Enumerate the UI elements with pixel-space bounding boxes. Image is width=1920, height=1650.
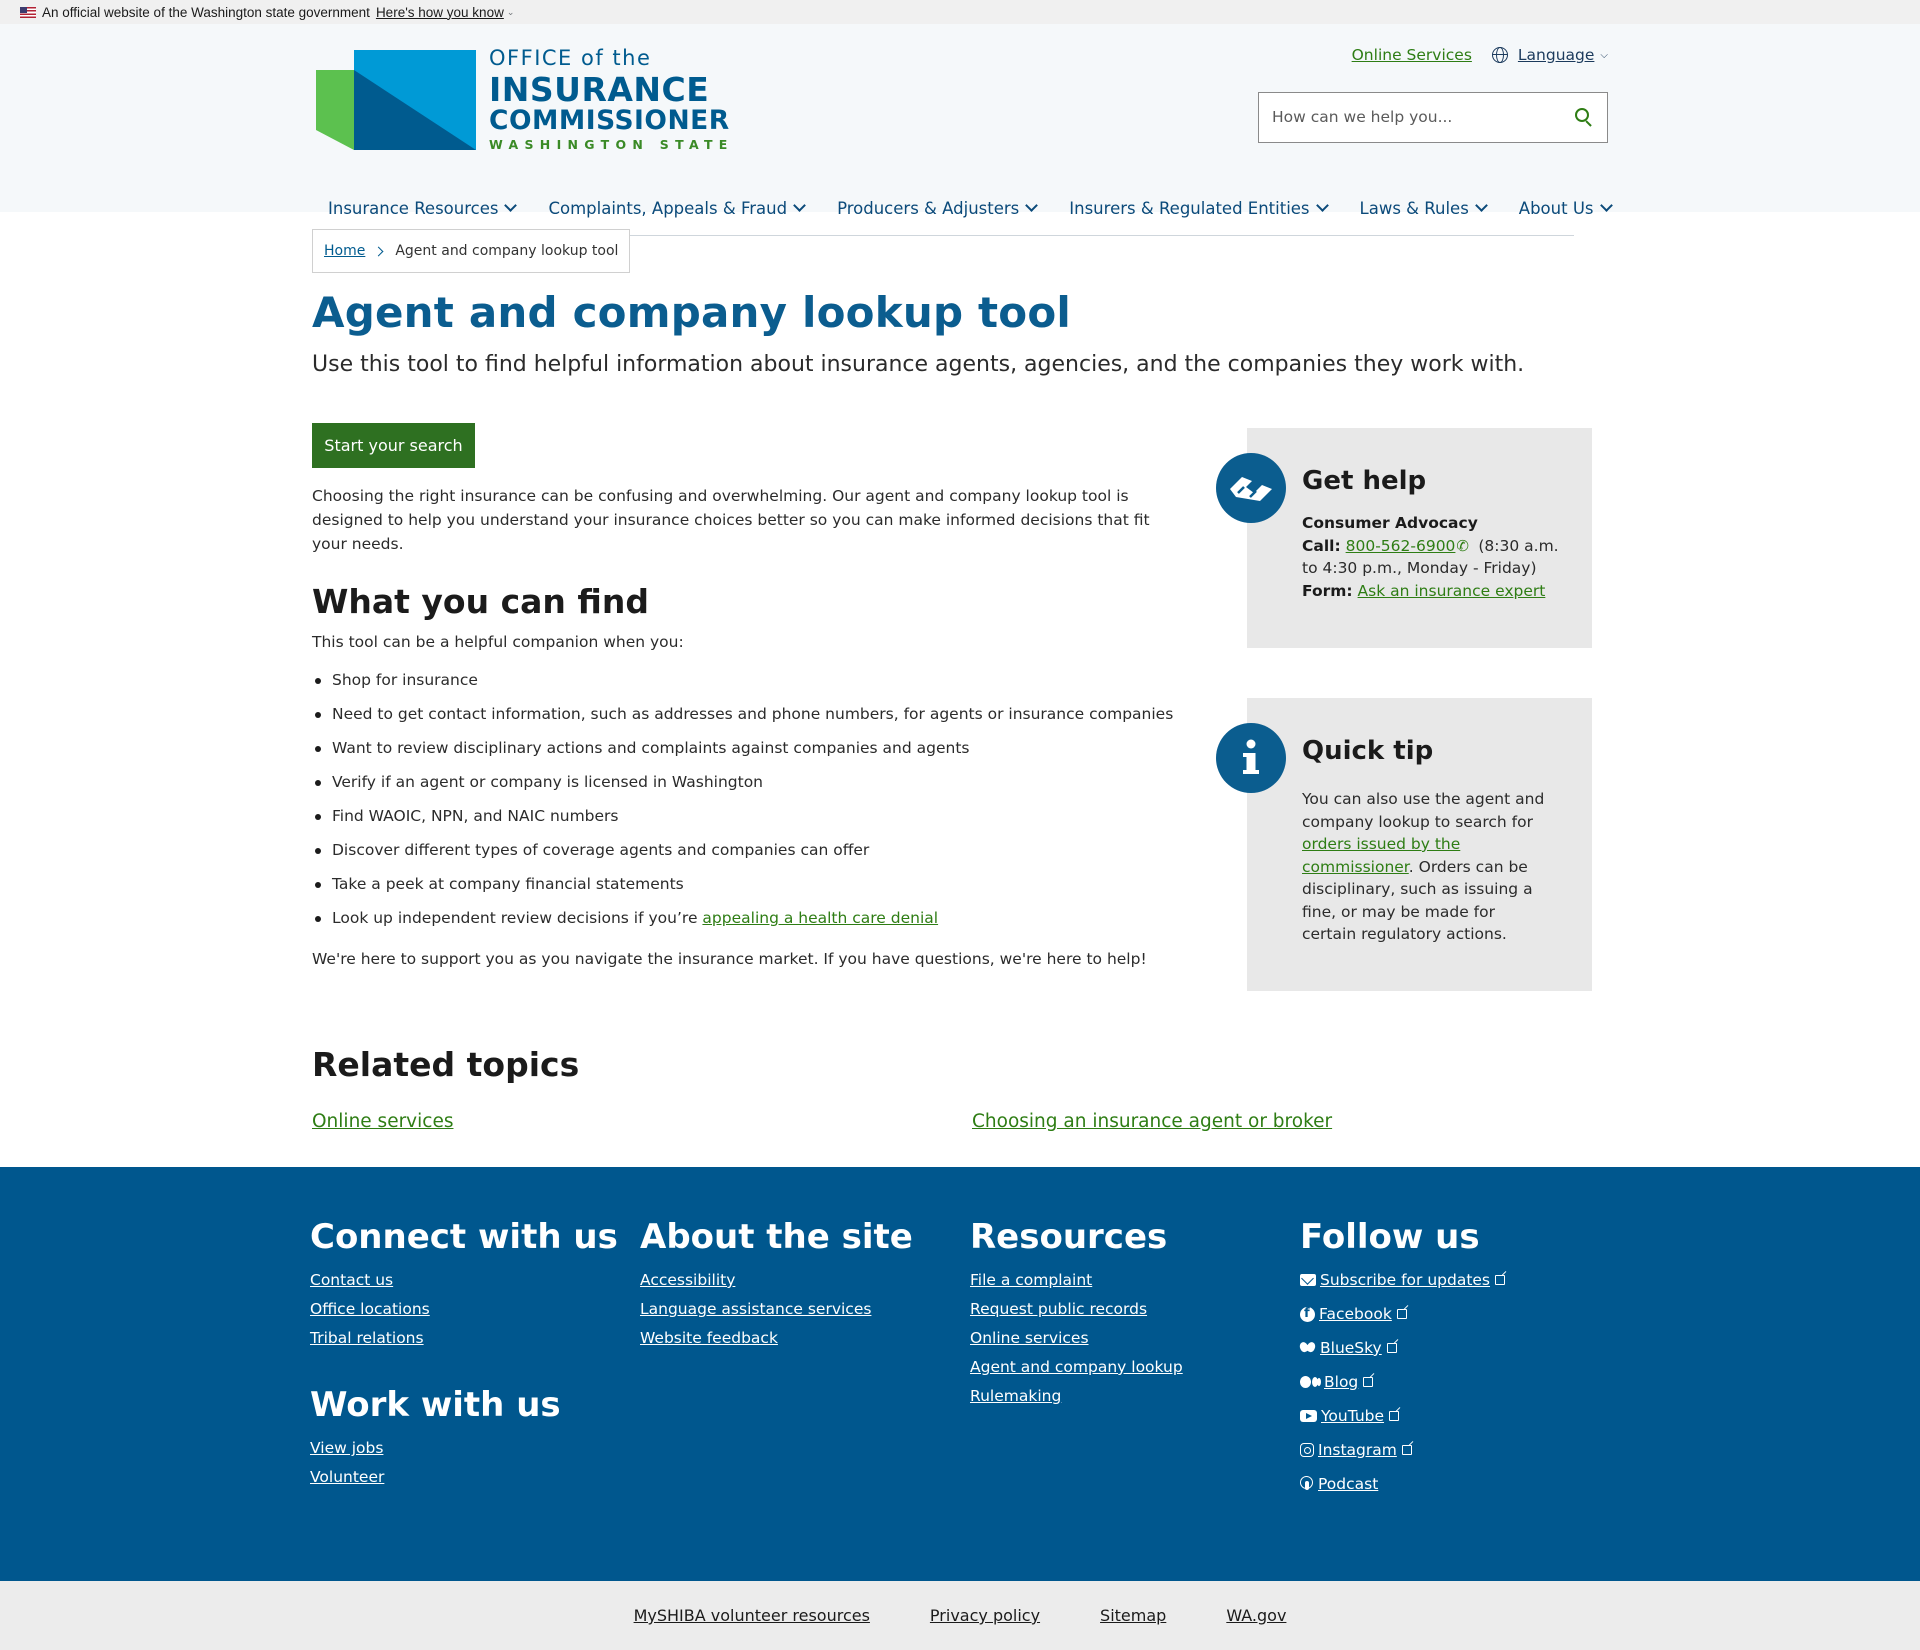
footer-follow-heading: Follow us bbox=[1300, 1217, 1480, 1257]
external-link-icon bbox=[1387, 1343, 1397, 1353]
nav-item-insurers-regulated-entities[interactable] bbox=[1069, 199, 1326, 218]
nav-item-producers-adjusters[interactable] bbox=[837, 199, 1036, 218]
footer-rulemaking-link[interactable]: Rulemaking bbox=[970, 1387, 1062, 1405]
footer-public-records-link[interactable]: Request public records bbox=[970, 1300, 1148, 1318]
quick-tip-body bbox=[1302, 788, 1547, 946]
logo-line-insurance: INSURANCE bbox=[489, 70, 710, 109]
consumer-advocacy-label: Consumer Advocacy bbox=[1302, 514, 1478, 532]
chevron-down-icon bbox=[1316, 199, 1329, 212]
mail-icon bbox=[1300, 1274, 1316, 1286]
nav-item-label: Insurance Resources bbox=[328, 198, 499, 218]
youtube-link[interactable] bbox=[1300, 1407, 1505, 1425]
get-help-body bbox=[1302, 512, 1562, 602]
list-item: Verify if an agent or company is licensed in Washington bbox=[312, 770, 1182, 794]
what-you-can-find-heading: What you can find bbox=[312, 582, 649, 621]
logo-line-office: OFFICE of the bbox=[489, 46, 652, 70]
list-item: Shop for insurance bbox=[312, 668, 1182, 692]
external-link-icon bbox=[1402, 1445, 1412, 1455]
chevron-down-icon bbox=[505, 199, 518, 212]
podcast-icon bbox=[1300, 1476, 1314, 1492]
nav-item-about-us[interactable] bbox=[1519, 199, 1611, 218]
get-help-card bbox=[1247, 428, 1592, 648]
footer-file-complaint-link[interactable]: File a complaint bbox=[970, 1271, 1093, 1289]
social-link-label: Subscribe for updates bbox=[1320, 1271, 1491, 1289]
logo-line-commissioner: COMMISSIONER bbox=[489, 105, 730, 136]
official-banner bbox=[0, 0, 1920, 24]
list-item bbox=[312, 906, 1182, 930]
nav-item-label: Producers & Adjusters bbox=[837, 198, 1020, 218]
oic-logo-mark-icon bbox=[316, 50, 476, 154]
nav-item-label: Complaints, Appeals & Fraud bbox=[548, 198, 788, 218]
intro-paragraph: Choosing the right insurance can be confusing and overwhelming. Our agent and company lookup tool is designed to help you understand your insurance choices better so you can make informed decisions that fit your needs. bbox=[312, 487, 1150, 553]
social-link-label: Instagram bbox=[1318, 1441, 1397, 1459]
info-icon bbox=[1216, 723, 1286, 793]
quick-tip-text: You can also use the agent and company lookup to search for bbox=[1302, 790, 1545, 831]
call-label: Call: bbox=[1302, 536, 1341, 555]
youtube-icon bbox=[1300, 1410, 1317, 1422]
footer-contact-us-link[interactable]: Contact us bbox=[310, 1271, 394, 1289]
page-lead: Use this tool to find helpful information about insurance agents, agencies, and the companies they work with. bbox=[312, 352, 1525, 377]
external-link-icon bbox=[1495, 1275, 1505, 1285]
sitemap-link[interactable]: Sitemap bbox=[1100, 1606, 1167, 1625]
podcast-link[interactable] bbox=[1300, 1475, 1505, 1493]
breadcrumb bbox=[312, 229, 630, 273]
footer-tribal-relations-link[interactable]: Tribal relations bbox=[310, 1329, 424, 1347]
site-header bbox=[0, 24, 1920, 218]
external-link-icon bbox=[1363, 1377, 1373, 1387]
footer-view-jobs-link[interactable]: View jobs bbox=[310, 1439, 384, 1457]
language-selector[interactable] bbox=[1492, 46, 1608, 64]
medium-icon bbox=[1300, 1375, 1320, 1389]
nav-item-label: Laws & Rules bbox=[1359, 198, 1469, 218]
chevron-down-icon bbox=[793, 199, 806, 212]
social-link-label: YouTube bbox=[1321, 1407, 1385, 1425]
social-link-label: Blog bbox=[1324, 1373, 1359, 1391]
appealing-health-care-denial-link[interactable]: appealing a health care denial bbox=[702, 909, 939, 927]
footer-follow-column bbox=[1300, 1217, 1505, 1509]
wa-gov-link[interactable]: WA.gov bbox=[1226, 1606, 1287, 1625]
site-logo[interactable] bbox=[316, 46, 734, 158]
social-link-label: BlueSky bbox=[1320, 1339, 1382, 1357]
bottom-bar bbox=[0, 1581, 1920, 1650]
logo-line-washington-state: WASHINGTON STATE bbox=[489, 137, 734, 152]
related-online-services-link[interactable]: Online services bbox=[312, 1111, 454, 1132]
footer-agent-lookup-link[interactable]: Agent and company lookup bbox=[970, 1358, 1183, 1376]
closing-paragraph: We're here to support you as you navigate the insurance market. If you have questions, we're here to help! bbox=[312, 950, 1147, 968]
nav-item-label: Insurers & Regulated Entities bbox=[1069, 198, 1310, 218]
chevron-down-icon: ⌄ bbox=[506, 6, 515, 17]
start-search-button[interactable]: Start your search bbox=[312, 423, 475, 468]
list-item: Want to review disciplinary actions and complaints against companies and agents bbox=[312, 736, 1182, 760]
ask-insurance-expert-link[interactable]: Ask an insurance expert bbox=[1357, 581, 1546, 600]
chevron-down-icon: ⌵ bbox=[1600, 49, 1608, 61]
utility-nav bbox=[1352, 46, 1608, 64]
footer-work-heading: Work with us bbox=[310, 1385, 561, 1425]
breadcrumb-current: Agent and company lookup tool bbox=[395, 243, 619, 259]
footer-volunteer-link[interactable]: Volunteer bbox=[310, 1468, 385, 1486]
globe-icon bbox=[1492, 47, 1508, 63]
heres-how-you-know-link[interactable]: Here's how you know bbox=[375, 4, 504, 20]
search-icon[interactable] bbox=[1575, 108, 1591, 124]
list-item: Discover different types of coverage agents and companies can offer bbox=[312, 838, 1182, 862]
search-input[interactable] bbox=[1259, 93, 1549, 141]
hours-text: (8:30 a.m. to 4:30 p.m., Monday - Friday) bbox=[1302, 536, 1559, 577]
handshake-icon bbox=[1216, 453, 1286, 523]
facebook-link[interactable] bbox=[1300, 1305, 1505, 1323]
list-item-text: Look up independent review decisions if you’re bbox=[332, 909, 698, 927]
language-label: Language bbox=[1517, 46, 1595, 64]
footer-online-services-link[interactable]: Online services bbox=[970, 1329, 1089, 1347]
privacy-policy-link[interactable]: Privacy policy bbox=[929, 1606, 1041, 1625]
instagram-link[interactable] bbox=[1300, 1441, 1505, 1459]
official-banner-text: An official website of the Washington state government bbox=[42, 4, 370, 20]
list-item: Need to get contact information, such as addresses and phone numbers, for agents or insurance companies bbox=[312, 702, 1182, 726]
list-item: Take a peek at company financial statements bbox=[312, 872, 1182, 896]
quick-tip-text-after: . Orders can be disciplinary, such as issuing a fine, or may be made for certain regulatory actions. bbox=[1302, 857, 1533, 943]
footer-language-assistance-link[interactable]: Language assistance services bbox=[640, 1300, 872, 1318]
footer-resources-column bbox=[970, 1217, 1183, 1416]
phone-icon bbox=[1457, 539, 1471, 553]
find-list bbox=[312, 668, 1182, 930]
chevron-right-icon bbox=[374, 246, 384, 256]
footer-connect-heading: Connect with us bbox=[310, 1217, 618, 1257]
chevron-down-icon bbox=[1475, 199, 1488, 212]
social-link-label: Facebook bbox=[1319, 1305, 1392, 1323]
us-flag-icon bbox=[20, 7, 36, 18]
nav-item-laws-rules[interactable] bbox=[1360, 199, 1486, 218]
footer-office-locations-link[interactable]: Office locations bbox=[310, 1300, 430, 1318]
bluesky-link[interactable] bbox=[1300, 1339, 1505, 1357]
site-footer bbox=[0, 1167, 1920, 1581]
external-link-icon bbox=[1389, 1411, 1399, 1421]
quick-tip-card bbox=[1247, 698, 1592, 991]
nav-item-insurance-resources[interactable] bbox=[328, 199, 515, 218]
related-topics-heading: Related topics bbox=[312, 1045, 580, 1084]
bluesky-icon bbox=[1300, 1341, 1316, 1355]
blog-link[interactable] bbox=[1300, 1373, 1505, 1391]
get-help-title: Get help bbox=[1302, 466, 1427, 496]
quick-tip-title: Quick tip bbox=[1302, 736, 1434, 766]
subscribe-updates-link[interactable] bbox=[1300, 1271, 1505, 1289]
footer-resources-heading: Resources bbox=[970, 1217, 1168, 1257]
phone-link[interactable]: 800-562-6900 bbox=[1345, 536, 1456, 555]
chevron-down-icon bbox=[1600, 199, 1613, 212]
instagram-icon bbox=[1300, 1443, 1314, 1457]
online-services-link[interactable]: Online Services bbox=[1351, 46, 1472, 64]
related-choosing-agent-link[interactable]: Choosing an insurance agent or broker bbox=[972, 1111, 1333, 1132]
main-navigation bbox=[312, 181, 1594, 236]
footer-about-column bbox=[640, 1217, 913, 1358]
footer-about-heading: About the site bbox=[640, 1217, 913, 1257]
footer-accessibility-link[interactable]: Accessibility bbox=[640, 1271, 736, 1289]
social-link-label: Podcast bbox=[1318, 1475, 1379, 1493]
footer-website-feedback-link[interactable]: Website feedback bbox=[640, 1329, 778, 1347]
main-content bbox=[312, 484, 1182, 971]
site-search bbox=[1258, 92, 1608, 143]
facebook-icon bbox=[1300, 1307, 1315, 1322]
form-label: Form: bbox=[1302, 581, 1353, 600]
find-intro: This tool can be a helpful companion when you: bbox=[312, 633, 684, 651]
myshiba-link[interactable]: MySHIBA volunteer resources bbox=[633, 1606, 870, 1625]
nav-item-complaints-appeals-fraud[interactable] bbox=[548, 199, 804, 218]
external-link-icon bbox=[1397, 1309, 1407, 1319]
orders-issued-link[interactable]: orders issued by the commissioner bbox=[1302, 835, 1461, 876]
nav-item-label: About Us bbox=[1518, 198, 1594, 218]
breadcrumb-home-link[interactable]: Home bbox=[324, 243, 366, 259]
page-title: Agent and company lookup tool bbox=[312, 288, 1072, 337]
list-item: Find WAOIC, NPN, and NAIC numbers bbox=[312, 804, 1182, 828]
footer-connect-column bbox=[310, 1217, 618, 1497]
chevron-down-icon bbox=[1025, 199, 1038, 212]
